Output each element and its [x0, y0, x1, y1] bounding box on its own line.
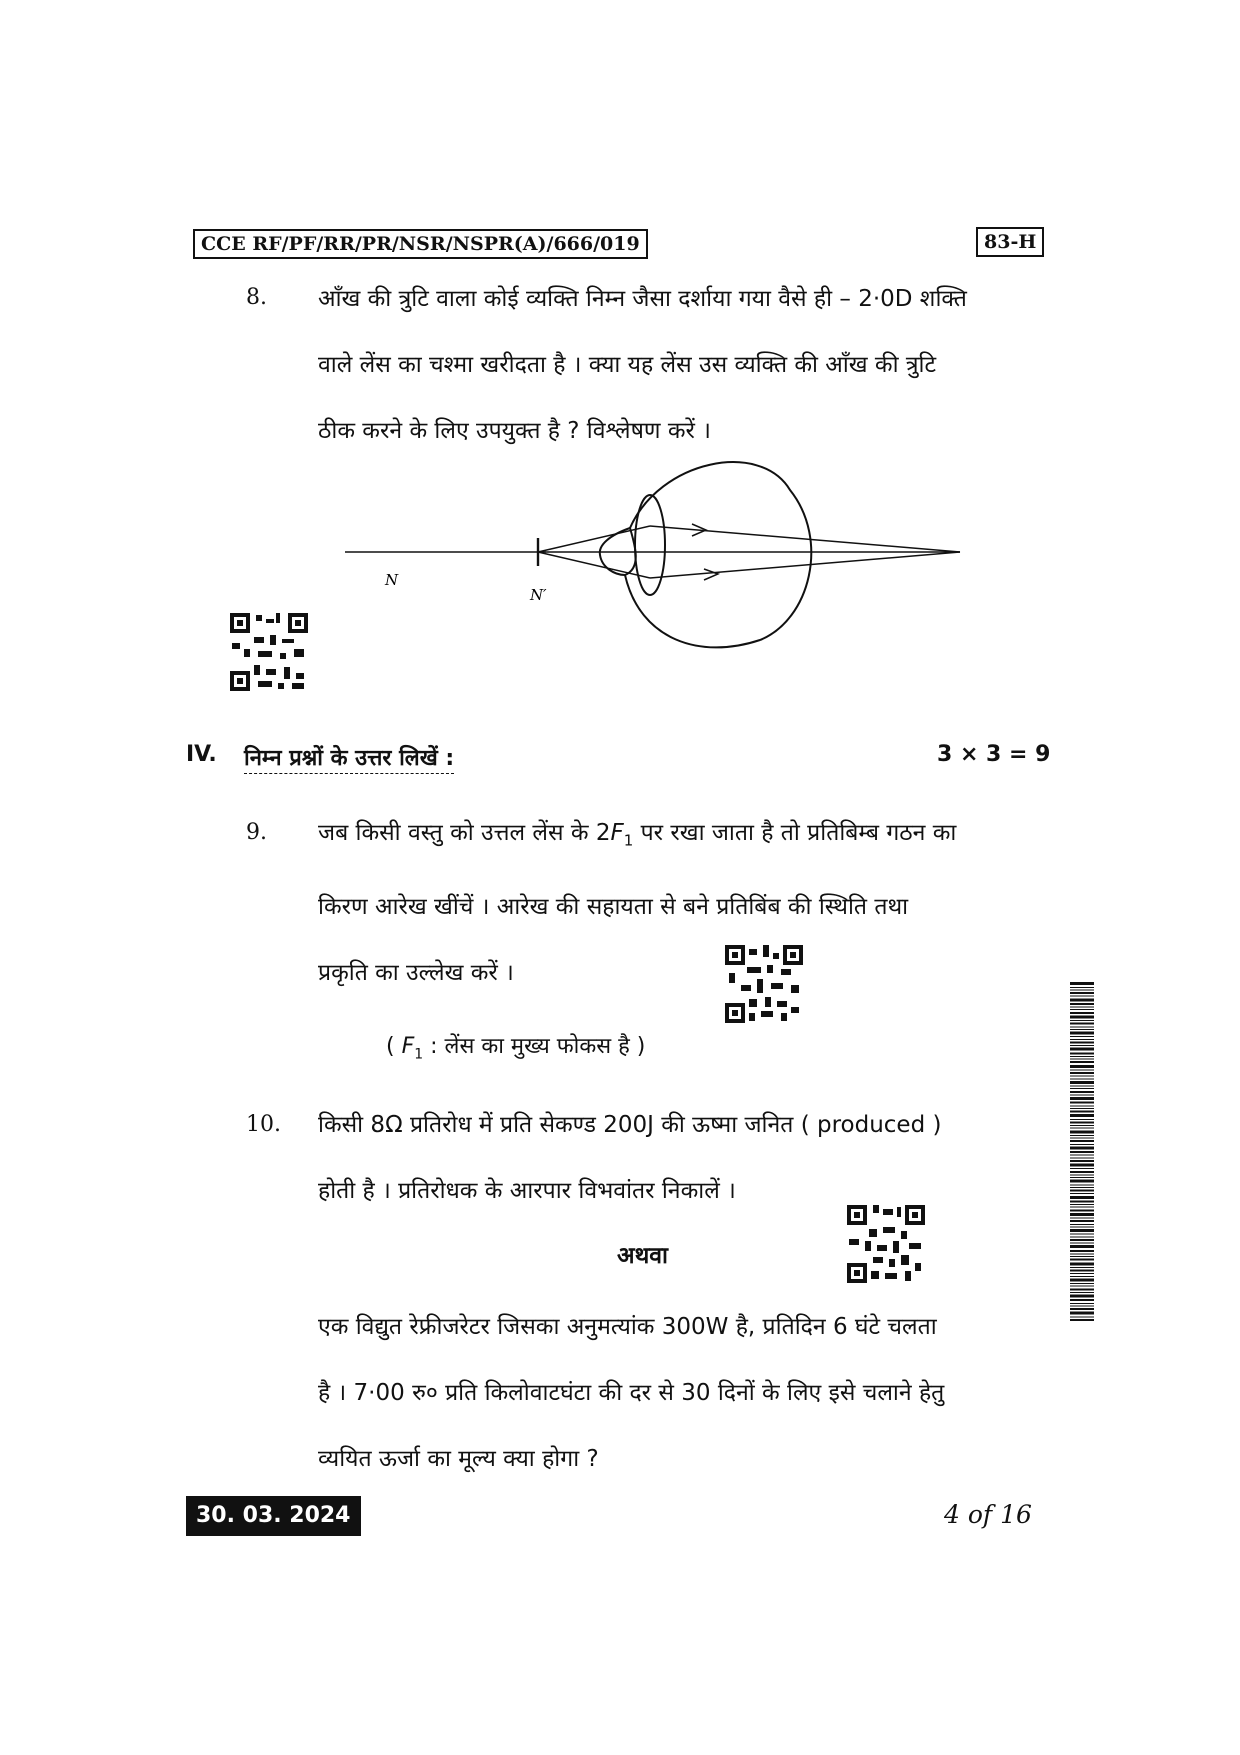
section-iv-title-text: निम्न प्रश्नों के उत्तर लिखें :	[244, 746, 454, 774]
section-iv-marks: 3 × 3 = 9	[937, 742, 1051, 767]
question-8-line-3: ठीक करने के लिए उपयुक्त है ? विश्लेषण करें ।	[318, 418, 711, 444]
or-label: अथवा	[617, 1243, 669, 1269]
question-10-line-2: होती है । प्रतिरोधक के आरपार विभवांतर निकालें ।	[318, 1178, 736, 1204]
question-10-alt-line-3: व्ययित ऊर्जा का मूल्य क्या होगा ?	[318, 1446, 599, 1472]
question-9-line-2: किरण आरेख खींचें । आरेख की सहायता से बने प्रतिबिंब की स्थिति तथा	[318, 893, 909, 920]
exam-code: CCE RF/PF/RR/PR/NSR/NSPR(A)/666/019	[193, 229, 648, 259]
question-9-text	[318, 800, 1046, 1006]
question-10-alternative	[318, 1294, 1046, 1492]
side-barcode	[1070, 982, 1094, 1322]
question-9-line-1: जब किसी वस्तु को उत्तल लेंस के $2F_1$ पर रखा जाता है तो प्रतिबिम्ब गठन का	[318, 820, 957, 850]
eyeball-outline	[625, 462, 811, 647]
question-10-line-1: किसी 8Ω प्रतिरोध में प्रति सेकण्ड 200J की ऊष्मा जनित ( produced )	[318, 1112, 942, 1138]
question-10-alt-line-2: है । 7·00 रु० प्रति किलोवाटघंटा की दर से 30 दिनों के लिए इसे चलाने हेतु	[318, 1380, 945, 1406]
section-iv-title	[244, 742, 454, 772]
question-9-note: ( $F_1$ : लेंस का मुख्य फोकस है )	[386, 1034, 646, 1063]
question-10-number: 10.	[246, 1112, 281, 1137]
question-10-alt-line-1: एक विद्युत रेफ्रीजरेटर जिसका अनुमत्यांक 300W है, प्रतिदिन 6 घंटे चलता	[318, 1314, 937, 1340]
question-10-text	[318, 1092, 1046, 1224]
question-8-line-2: वाले लेंस का चश्मा खरीदता है । क्या यह लेंस उस व्यक्ति की आँख की त्रुटि	[318, 352, 937, 378]
page-number: 4 of 16	[944, 1500, 1032, 1529]
eye-lens	[635, 495, 665, 595]
label-n-prime: N′	[530, 586, 547, 604]
question-8-line-1: आँख की त्रुटि वाला कोई व्यक्ति निम्न जैसा दर्शाया गया वैसे ही – 2·0D शक्ति	[318, 286, 967, 312]
question-9-number: 9.	[246, 820, 267, 845]
qr-code-1	[230, 613, 308, 691]
question-8-number: 8.	[246, 285, 267, 310]
section-iv-roman: IV.	[186, 742, 217, 767]
question-8-text	[318, 266, 1046, 464]
eye-defect-diagram	[330, 450, 990, 660]
qr-code-2	[725, 945, 803, 1023]
question-9-line-3: प्रकृति का उल्लेख करें ।	[318, 959, 514, 986]
qr-code-3	[847, 1205, 925, 1283]
paper-code: 83-H	[976, 227, 1044, 257]
label-n: N	[385, 571, 399, 589]
exam-date: 30. 03. 2024	[186, 1496, 361, 1536]
